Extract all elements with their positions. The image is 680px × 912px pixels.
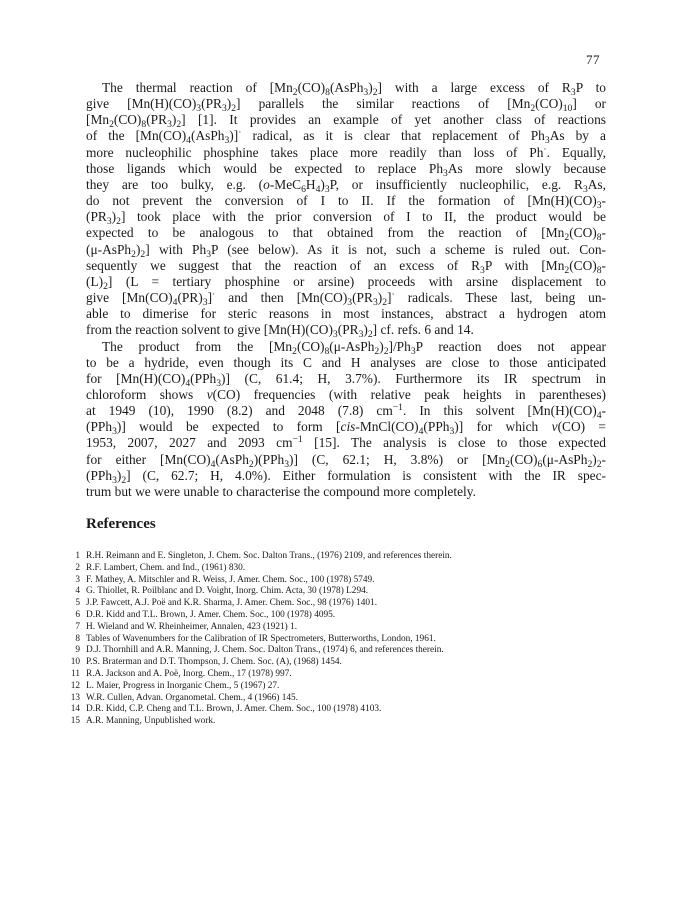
reference-list	[66, 551, 626, 728]
text-line: give $[Mn(H)(CO)_3(PR_3)_2]$ parallels the similar reactions of $[Mn_2(CO)_{10}]$ or	[86, 96, 607, 115]
page-number: 77	[586, 52, 600, 67]
reference-text: J.P. Fawcett, A.J. Poë and K.R. Sharma, J. Amer. Chem. Soc., 98 (1976) 1401.	[86, 598, 378, 609]
text-line: more nucleophilic phosphine takes place more readily than loss of Ph·. Equally,	[86, 143, 606, 160]
reference-number: 14	[70, 704, 80, 715]
reference-item	[66, 645, 626, 657]
reference-text: A.R. Manning, Unpublished work.	[86, 716, 216, 727]
paragraph-2	[86, 339, 606, 501]
reference-item	[66, 598, 626, 610]
reference-number: 12	[70, 680, 80, 691]
reference-number: 2	[75, 562, 80, 573]
text-line: those ligands which would be expected to replace $Ph_3As$ more slowly because	[86, 160, 606, 179]
reference-text: R.F. Lambert, Chem. and Ind., (1961) 830.	[86, 562, 246, 573]
text-line: The thermal reaction of $[Mn_2(CO)_8(AsPh_3)_2]$ with a large excess of $R_3P$ to	[102, 80, 606, 98]
text-line: sequently we suggest that the reaction of an excess of $R_3P$ with [$Mn_2(CO)_8-$	[86, 257, 607, 276]
reference-number: 10	[70, 657, 80, 668]
reference-item	[66, 563, 626, 575]
reference-item	[66, 551, 626, 563]
text-line: $[Mn_2(CO)_8(PR_3)_2]$ [1]. It provides an example of yet another class of reactions	[86, 112, 606, 131]
text-line: $(PPh_3)_2$] (C, 62.7; H, 4.0%). Either formulation is consistent with the IR spec-	[86, 467, 606, 486]
reference-number: 11	[71, 668, 80, 679]
text-line: of the $[Mn(CO)_4(AsPh_3)]^\cdot$ radical, as it is clear that replacement of $Ph_3As$ by a	[86, 127, 606, 147]
reference-item	[66, 634, 626, 646]
reference-text: F. Mathey, A. Mitschler and R. Weiss, J. Amer. Chem. Soc., 100 (1978) 5749.	[86, 574, 375, 585]
reference-text: W.R. Cullen, Advan. Organometal. Chem., 4 (1966) 145.	[86, 692, 298, 703]
reference-text: R.H. Reimann and E. Singleton, J. Chem. Soc. Dalton Trans., (1976) 2109, and references therein.	[86, 551, 452, 561]
reference-text: L. Maier, Progress in Inorganic Chem., 5 (1967) 27.	[86, 680, 280, 691]
text-line: $(PR_3)_2$] took place with the prior conversion of I to II, the product would be	[86, 209, 606, 228]
reference-item	[66, 704, 626, 716]
text-line: (PPh$_3$)] would be expected to form $[cis-MnCl(CO)_4(PPh_3)]$ for which ν(CO) =	[86, 419, 606, 438]
reference-item	[66, 610, 626, 622]
reference-text: Tables of Wavenumbers for the Calibration of IR Spectrometers, Butterworths, London, 1961.	[86, 633, 436, 644]
text-line: able to dimerise for steric reasons in most instances, abstract a hydrogen atom	[86, 306, 606, 322]
reference-item	[66, 681, 626, 693]
references-heading: References	[86, 516, 156, 532]
reference-number: 8	[75, 633, 80, 644]
reference-item	[66, 669, 626, 681]
reference-number: 1	[75, 551, 80, 561]
reference-item	[66, 586, 626, 598]
text-line: The product from the $[Mn_2(CO)_8(\mu-AsPh_2)_2]/Ph_3P$ reaction does not appear	[102, 338, 606, 357]
reference-text: G. Thiollet, R. Poilblanc and D. Voight, Inorg. Chim. Acta, 30 (1978) L294.	[86, 586, 369, 597]
text-line: $(L)_2$] (L = tertiary phosphine or arsine) proceeds with arsine displacement to	[86, 273, 606, 292]
reference-number: 15	[70, 716, 80, 727]
reference-number: 3	[75, 574, 80, 585]
paragraph-1	[86, 80, 606, 339]
text-line: $(\mu-AsPh_2)_2$] with $Ph_3P$ (see below). As it is not, such a scheme is ruled out. Con-	[86, 241, 607, 260]
text-line: chloroform shows ν(CO) frequencies (with relative peak heights in parentheses)	[86, 386, 606, 402]
reference-text: D.R. Kidd, C.P. Cheng and T.L. Brown, J. Amer. Chem. Soc., 100 (1978) 4103.	[86, 704, 382, 715]
reference-item	[66, 622, 626, 634]
reference-text: R.A. Jackson and A. Poë, Inorg. Chem., 17 (1978) 997.	[86, 668, 292, 679]
text-line: they are too bulky, e.g. $(o-MeC_6H_4)_3P$, or insufficiently nucleophilic, e.g. $R_3As$,	[86, 176, 606, 195]
reference-number: 5	[75, 598, 80, 609]
text-line: for $[Mn(H)(CO)_4(PPh_3)]$ (C, 61.4; H, 3.7%). Furthermore its IR spectrum in	[86, 370, 606, 389]
reference-number: 6	[75, 609, 80, 620]
reference-number: 9	[75, 645, 80, 656]
body-text	[86, 80, 606, 500]
reference-text: H. Wieland and W. Rheinheimer, Annalen, 423 (1921) 1.	[86, 621, 298, 632]
reference-item	[66, 716, 626, 728]
text-line: to be a hydride, even though its C and H analyses are close to those anticipated	[86, 354, 606, 370]
reference-item	[66, 693, 626, 705]
reference-text: D.R. Kidd and T.L. Brown, J. Amer. Chem. Soc., 100 (1978) 4095.	[86, 609, 336, 620]
reference-number: 7	[75, 621, 80, 632]
reference-text: P.S. Braterman and D.T. Thompson, J. Chem. Soc. (A), (1968) 1454.	[86, 657, 342, 668]
reference-item	[66, 575, 626, 587]
text-line: trum but we were unable to characterise the compound more completely.	[86, 483, 476, 499]
text-line: 1953, 2007, 2027 and 2093 $cm^{-1}$ [15]. The analysis is close to those expected	[86, 434, 606, 451]
reference-number: 13	[70, 692, 80, 703]
text-line: do not prevent the conversion of I to II. If the formation of [$Mn(H)(CO)_3-$	[86, 193, 606, 211]
reference-item	[66, 657, 626, 669]
reference-text: D.J. Thornhill and A.R. Manning, J. Chem. Soc. Dalton Trans., (1974) 6, and references therein.	[86, 645, 444, 656]
reference-number: 4	[75, 586, 80, 597]
text-line: from the reaction solvent to give $[Mn(H)(CO)_3(PR_3)_2]$ cf. refs. 6 and 14.	[86, 322, 474, 341]
text-line: give $[Mn(CO)_4(PR)_3]^\cdot$ and then $[Mn(CO)_3(PR_3)_2]^\cdot$ radicals. These last, being un-	[86, 289, 607, 308]
text-line: expected to be analogous to that obtained from the reaction of [$Mn_2(CO)_8-$	[86, 225, 606, 244]
text-line: for either $[Mn(CO)_4(AsPh_2)(PPh_3)]$ (C, 62.1; H, 3.8%) or [$Mn_2(CO)_6(\mu-AsPh_2)_2-$	[86, 451, 607, 470]
text-line: at 1949 (10), 1990 (8.2) and 2048 (7.8) $cm^{-1}$. In this solvent [$Mn(H)(CO)_4-$	[86, 402, 606, 422]
